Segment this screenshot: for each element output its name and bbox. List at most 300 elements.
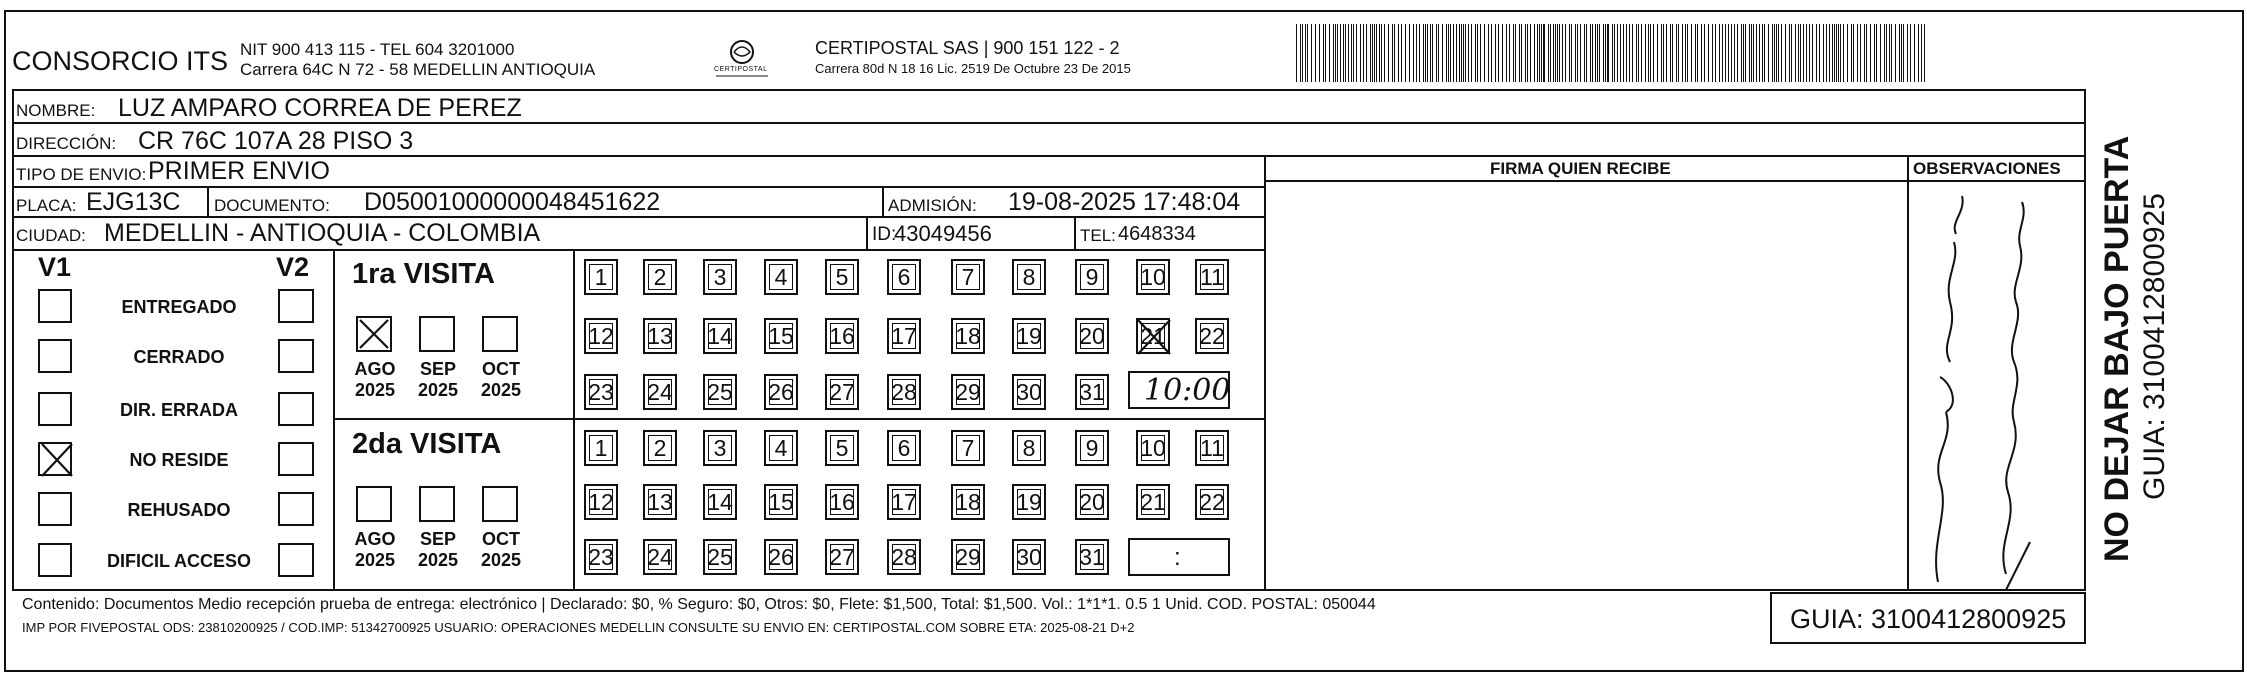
barcode-bar xyxy=(1617,24,1618,82)
logo-text: CERTIPOSTAL xyxy=(714,66,768,73)
barcode-bar xyxy=(1515,24,1516,82)
visit1-day-8[interactable]: 8 xyxy=(1012,259,1046,295)
visit2-day-9[interactable]: 9 xyxy=(1075,430,1109,466)
ciudad-value: MEDELLIN - ANTIOQUIA - COLOMBIA xyxy=(104,219,541,247)
barcode-bar xyxy=(1880,24,1881,82)
barcode-bar xyxy=(1340,24,1341,82)
visit1-day-16[interactable]: 16 xyxy=(825,318,859,354)
barcode-bar xyxy=(1539,24,1540,82)
barcode-bar xyxy=(1834,24,1835,82)
barcode-bar xyxy=(1325,24,1326,82)
barcode-bar xyxy=(1632,24,1633,82)
visit1-month-checkbox-2[interactable] xyxy=(482,316,518,352)
barcode-bar xyxy=(1442,24,1443,82)
barcode-bar xyxy=(1731,24,1732,82)
status-label-1: CERRADO xyxy=(133,347,225,367)
barcode-bar xyxy=(1806,24,1807,82)
visit1-day-6[interactable]: 6 xyxy=(887,259,921,295)
visit2-day-13[interactable]: 13 xyxy=(643,484,677,520)
barcode-bar xyxy=(1715,24,1716,82)
barcode-bar xyxy=(1557,24,1558,82)
barcode-bar xyxy=(1774,24,1775,82)
visit2-day-22[interactable]: 22 xyxy=(1195,484,1229,520)
barcode-bar xyxy=(1405,24,1406,82)
barcode xyxy=(1296,24,1928,82)
tel-label: TEL: xyxy=(1080,226,1116,245)
barcode-bar xyxy=(1670,24,1671,82)
barcode-bar xyxy=(1623,24,1624,82)
visit2-day-24[interactable]: 24 xyxy=(643,539,677,575)
barcode-bar xyxy=(1687,24,1688,82)
nit-line: NIT 900 413 115 - TEL 604 3201000 xyxy=(240,40,515,59)
visit2-month-checkbox-1[interactable] xyxy=(419,486,455,522)
barcode-bar xyxy=(1903,24,1904,82)
visit1-day-31[interactable]: 31 xyxy=(1075,374,1109,410)
visit1-day-7[interactable]: 7 xyxy=(951,259,985,295)
barcode-bar xyxy=(1436,24,1437,82)
barcode-bar xyxy=(1468,24,1469,82)
tipo-envio-value: PRIMER ENVIO xyxy=(148,157,330,185)
barcode-bar xyxy=(1910,24,1911,82)
barcode-bar xyxy=(1315,24,1316,82)
barcode-bar xyxy=(1506,24,1507,82)
barcode-bar xyxy=(1838,24,1839,82)
barcode-bar xyxy=(1759,24,1760,82)
barcode-bar xyxy=(1453,24,1454,82)
barcode-bar xyxy=(1419,24,1420,82)
barcode-bar xyxy=(1461,24,1462,82)
barcode-bar xyxy=(1704,24,1705,82)
barcode-bar xyxy=(1562,24,1563,82)
barcode-bar xyxy=(1803,24,1804,82)
barcode-bar xyxy=(1305,24,1306,82)
barcode-bar xyxy=(1577,24,1578,82)
visit2-day-12[interactable]: 12 xyxy=(584,484,618,520)
status-label-2: DIR. ERRADA xyxy=(119,400,238,420)
placa-label: PLACA: xyxy=(16,196,77,215)
barcode-bar xyxy=(1580,24,1581,82)
visit1-title: 1ra VISITA xyxy=(352,258,495,290)
barcode-bar xyxy=(1725,24,1726,82)
barcode-bar xyxy=(1638,24,1639,82)
visit2-day-10[interactable]: 10 xyxy=(1136,430,1170,466)
barcode-bar xyxy=(1840,24,1841,82)
visit1-day-2[interactable]: 2 xyxy=(643,259,677,295)
barcode-bar xyxy=(1519,24,1520,82)
documento-value: D05001000000048451622 xyxy=(364,188,661,216)
no-dejar-bajo-puerta: NO DEJAR BAJO PUERTA xyxy=(2098,135,2136,562)
barcode-bar xyxy=(1889,24,1890,82)
barcode-bar xyxy=(1370,24,1371,82)
visit1-month-name-1: SEP xyxy=(419,359,457,379)
barcode-bar xyxy=(1685,24,1686,82)
visit1-month-label-1 xyxy=(410,359,466,401)
barcode-bar xyxy=(1450,24,1451,82)
id-label: ID: xyxy=(872,224,897,245)
visit1-day-15[interactable]: 15 xyxy=(764,318,798,354)
visit2-day-6[interactable]: 6 xyxy=(887,430,921,466)
visit2-day-26[interactable]: 26 xyxy=(764,539,798,575)
barcode-bar xyxy=(1857,24,1858,82)
barcode-bar xyxy=(1781,24,1782,82)
visit2-time-box[interactable] xyxy=(1128,538,1230,576)
barcode-bar xyxy=(1884,24,1885,82)
visit2-day-19[interactable]: 19 xyxy=(1012,484,1046,520)
barcode-bar xyxy=(1749,24,1750,82)
visit1-month-checkbox-0[interactable] xyxy=(356,316,392,352)
v2-checkbox-5[interactable] xyxy=(278,543,314,577)
visit1-time-value: 10:00 xyxy=(1144,373,1231,408)
visit1-day-24[interactable]: 24 xyxy=(643,374,677,410)
barcode-bar xyxy=(1384,24,1385,82)
visit2-month-checkbox-0[interactable] xyxy=(356,486,392,522)
barcode-bar xyxy=(1603,24,1604,82)
barcode-bar xyxy=(1697,24,1698,82)
visit1-day-20[interactable]: 20 xyxy=(1075,318,1109,354)
check-x-icon xyxy=(356,316,392,357)
barcode-bar xyxy=(1737,24,1738,82)
barcode-bar xyxy=(1907,24,1908,82)
admision-label: ADMISIÓN: xyxy=(888,196,977,215)
barcode-bar xyxy=(1629,24,1630,82)
visit1-month-label-0 xyxy=(347,359,403,401)
certipostal-logo xyxy=(712,38,772,82)
visit1-day-10[interactable]: 10 xyxy=(1136,259,1170,295)
visit2-month-name-1: SEP xyxy=(419,529,457,549)
v2-checkbox-2[interactable] xyxy=(278,392,314,426)
visit2-day-2[interactable]: 2 xyxy=(643,430,677,466)
side-guia: GUIA: 3100412800925 xyxy=(2138,193,2171,500)
v1-checkbox-4[interactable] xyxy=(38,492,72,526)
visit2-day-14[interactable]: 14 xyxy=(703,484,737,520)
visit1-day-9[interactable]: 9 xyxy=(1075,259,1109,295)
barcode-bar xyxy=(1836,24,1837,82)
barcode-bar xyxy=(1416,24,1417,82)
barcode-bar xyxy=(1392,24,1393,82)
visit1-day-3[interactable]: 3 xyxy=(703,259,737,295)
barcode-bar xyxy=(1657,24,1658,82)
barcode-bar xyxy=(1914,24,1915,82)
barcode-bar xyxy=(1525,24,1526,82)
barcode-bar xyxy=(1701,24,1702,82)
barcode-bar xyxy=(1477,24,1478,82)
barcode-bar xyxy=(1548,24,1549,82)
visit1-day-19[interactable]: 19 xyxy=(1012,318,1046,354)
barcode-bar xyxy=(1682,24,1683,82)
v1-checkbox-0[interactable] xyxy=(38,289,72,323)
visit1-day-28[interactable]: 28 xyxy=(887,374,921,410)
visit1-month-name-2: OCT xyxy=(482,359,520,379)
barcode-bar xyxy=(1874,24,1875,82)
v2-label: V2 xyxy=(276,252,310,282)
barcode-bar xyxy=(1728,24,1729,82)
visit2-month-year-1: 2025 xyxy=(417,550,459,570)
barcode-bar xyxy=(1427,24,1428,82)
barcode-bar xyxy=(1343,24,1344,82)
barcode-bar xyxy=(1575,24,1576,82)
barcode-bar xyxy=(1360,24,1361,82)
visit1-day-14[interactable]: 14 xyxy=(703,318,737,354)
visit2-day-31[interactable]: 31 xyxy=(1075,539,1109,575)
barcode-bar xyxy=(1595,24,1596,82)
barcode-bar xyxy=(1809,24,1810,82)
documento-label: DOCUMENTO: xyxy=(214,196,330,215)
visit1-month-year-1: 2025 xyxy=(417,380,459,400)
barcode-bar xyxy=(1789,24,1790,82)
barcode-bar xyxy=(1691,24,1692,82)
barcode-bar xyxy=(1924,24,1925,82)
visit1-day-29[interactable]: 29 xyxy=(951,374,985,410)
barcode-bar xyxy=(1555,24,1556,82)
visit1-month-year-0: 2025 xyxy=(354,380,396,400)
barcode-bar xyxy=(1329,24,1330,82)
visit1-day-23[interactable]: 23 xyxy=(584,374,618,410)
v2-checkbox-4[interactable] xyxy=(278,492,314,526)
barcode-bar xyxy=(1653,24,1654,82)
tipo-envio-label: TIPO DE ENVIO: xyxy=(16,165,147,184)
tel-value: 4648334 xyxy=(1118,223,1196,245)
barcode-bar xyxy=(1432,24,1433,82)
visit2-day-5[interactable]: 5 xyxy=(825,430,859,466)
barcode-bar xyxy=(1543,24,1545,82)
barcode-bar xyxy=(1537,24,1538,82)
visit1-month-checkbox-1[interactable] xyxy=(419,316,455,352)
v2-checkbox-3[interactable] xyxy=(278,442,314,476)
barcode-bar xyxy=(1866,24,1867,82)
visit1-day-4[interactable]: 4 xyxy=(764,259,798,295)
barcode-bar xyxy=(1853,24,1854,82)
visit2-day-29[interactable]: 29 xyxy=(951,539,985,575)
visit2-day-28[interactable]: 28 xyxy=(887,539,921,575)
barcode-bar xyxy=(1502,24,1503,82)
barcode-bar xyxy=(1471,24,1472,82)
barcode-bar xyxy=(1307,24,1308,82)
barcode-bar xyxy=(1448,24,1449,82)
barcode-bar xyxy=(1666,24,1667,82)
visit2-day-18[interactable]: 18 xyxy=(951,484,985,520)
visit2-day-25[interactable]: 25 xyxy=(703,539,737,575)
barcode-bar xyxy=(1921,24,1922,82)
visit2-day-20[interactable]: 20 xyxy=(1075,484,1109,520)
nombre-label: NOMBRE: xyxy=(16,101,96,120)
visit2-day-11[interactable]: 11 xyxy=(1195,430,1229,466)
visit1-month-year-2: 2025 xyxy=(480,380,522,400)
visit2-month-label-1 xyxy=(410,529,466,571)
barcode-bar xyxy=(1463,24,1464,82)
visit2-day-21[interactable]: 21 xyxy=(1136,484,1170,520)
firma-quien-recibe-label: FIRMA QUIEN RECIBE xyxy=(1490,159,1671,178)
barcode-bar xyxy=(1768,24,1769,82)
barcode-bar xyxy=(1584,24,1585,82)
barcode-bar xyxy=(1521,24,1522,82)
barcode-bar xyxy=(1645,24,1646,82)
barcode-bar xyxy=(1785,24,1786,82)
visit1-day-21[interactable]: 21 xyxy=(1136,318,1170,354)
barcode-bar xyxy=(1480,24,1481,82)
v1-checkbox-5[interactable] xyxy=(38,543,72,577)
visit1-day-13[interactable]: 13 xyxy=(643,318,677,354)
barcode-bar xyxy=(1372,24,1373,82)
barcode-bar xyxy=(1553,24,1554,82)
placa-value: EJG13C xyxy=(86,188,181,216)
barcode-bar xyxy=(1876,24,1877,82)
barcode-bar xyxy=(1488,24,1489,82)
barcode-bar xyxy=(1527,24,1528,82)
barcode-bar xyxy=(1491,24,1492,82)
barcode-bar xyxy=(1398,24,1399,82)
barcode-bar xyxy=(1599,24,1600,82)
visit2-day-7[interactable]: 7 xyxy=(951,430,985,466)
barcode-bar xyxy=(1772,24,1773,82)
barcode-bar xyxy=(1351,24,1352,82)
barcode-bar xyxy=(1745,24,1746,82)
barcode-bar xyxy=(1345,24,1346,82)
visit2-day-1[interactable]: 1 xyxy=(584,430,618,466)
barcode-bar xyxy=(1864,24,1865,82)
barcode-bar xyxy=(1423,24,1424,82)
barcode-bar xyxy=(1379,24,1380,82)
barcode-bar xyxy=(1620,24,1621,82)
visit1-day-26[interactable]: 26 xyxy=(764,374,798,410)
visit2-day-23[interactable]: 23 xyxy=(584,539,618,575)
status-label-0: ENTREGADO xyxy=(121,297,237,317)
barcode-bar xyxy=(1323,24,1324,82)
barcode-bar xyxy=(1335,24,1336,82)
visit2-month-checkbox-2[interactable] xyxy=(482,486,518,522)
visit1-day-12[interactable]: 12 xyxy=(584,318,618,354)
v1-checkbox-1[interactable] xyxy=(38,339,72,373)
barcode-bar xyxy=(1753,24,1754,82)
carrier-name: CERTIPOSTAL SAS | 900 151 122 - 2 xyxy=(815,38,1120,58)
barcode-bar xyxy=(1495,24,1496,82)
barcode-bar xyxy=(1829,24,1830,82)
barcode-bar xyxy=(1550,24,1551,82)
visit1-month-label-2 xyxy=(473,359,529,401)
barcode-bar xyxy=(1348,24,1349,82)
barcode-bar xyxy=(1413,24,1414,82)
visit1-day-1[interactable]: 1 xyxy=(584,259,618,295)
barcode-bar xyxy=(1899,24,1900,82)
barcode-bar xyxy=(1394,24,1395,82)
barcode-bar xyxy=(1465,24,1466,82)
visit2-day-8[interactable]: 8 xyxy=(1012,430,1046,466)
signature-area[interactable] xyxy=(1266,182,1906,590)
barcode-bar xyxy=(1661,24,1662,82)
barcode-bar xyxy=(1296,24,1297,82)
barcode-bar xyxy=(1300,24,1301,82)
visit2-day-4[interactable]: 4 xyxy=(764,430,798,466)
footer-contenido: Contenido: Documentos Medio recepción prueba de entrega: electrónico | Declarado: $0, % Seguro: $0, Otros: $0, Flete: $1,500, Total: $1,500. Vol.: 1*1*1. 0.5 1 Unid. COD. POSTAL: 050044 xyxy=(22,596,1376,613)
visit2-month-label-2 xyxy=(473,529,529,571)
visit2-day-27[interactable]: 27 xyxy=(825,539,859,575)
barcode-bar xyxy=(1712,24,1713,82)
visit2-day-17[interactable]: 17 xyxy=(887,484,921,520)
barcode-bar xyxy=(1870,24,1871,82)
barcode-bar xyxy=(1918,24,1919,82)
barcode-bar xyxy=(1851,24,1852,82)
visit2-day-3[interactable]: 3 xyxy=(703,430,737,466)
visit1-day-25[interactable]: 25 xyxy=(703,374,737,410)
visit2-time-value: : xyxy=(1174,544,1181,571)
barcode-bar xyxy=(1311,24,1312,82)
visit2-month-label-0 xyxy=(347,529,403,571)
visit1-time-box[interactable] xyxy=(1128,371,1230,409)
barcode-bar xyxy=(1597,24,1598,82)
visit2-month-name-2: OCT xyxy=(482,529,520,549)
visit2-day-30[interactable]: 30 xyxy=(1012,539,1046,575)
barcode-bar xyxy=(1353,24,1354,82)
visit1-day-27[interactable]: 27 xyxy=(825,374,859,410)
barcode-bar xyxy=(1641,24,1642,82)
barcode-bar xyxy=(1734,24,1735,82)
barcode-bar xyxy=(1708,24,1709,82)
barcode-bar xyxy=(1374,24,1375,82)
visit1-day-5[interactable]: 5 xyxy=(825,259,859,295)
barcode-bar xyxy=(1636,24,1637,82)
visit1-day-11[interactable]: 11 xyxy=(1195,259,1229,295)
barcode-bar xyxy=(1764,24,1765,82)
v2-checkbox-1[interactable] xyxy=(278,339,314,373)
barcode-bar xyxy=(1778,24,1779,82)
barcode-bar xyxy=(1541,24,1542,82)
barcode-bar xyxy=(1475,24,1476,82)
barcode-bar xyxy=(1569,24,1570,82)
observaciones-label: OBSERVACIONES xyxy=(1913,159,2061,178)
v1-checkbox-3[interactable] xyxy=(38,442,72,476)
barcode-bar xyxy=(1663,24,1664,82)
barcode-bar xyxy=(1356,24,1357,82)
barcode-bar xyxy=(1843,24,1844,82)
barcode-bar xyxy=(1530,24,1531,82)
barcode-bar xyxy=(1751,24,1752,82)
visit2-title: 2da VISITA xyxy=(352,428,502,460)
footer-imp-line: IMP POR FIVEPOSTAL ODS: 23810200925 / COD.IMP: 51342700925 USUARIO: OPERACIONES MEDELLIN CONSULTE SU ENVIO EN: CERTIPOSTAL.COM SOBRE ETA: 2025-08-21 D+2 xyxy=(22,620,1135,635)
barcode-bar xyxy=(1614,24,1615,82)
barcode-bar xyxy=(1401,24,1402,82)
visit1-day-17[interactable]: 17 xyxy=(887,318,921,354)
barcode-bar xyxy=(1438,24,1439,82)
barcode-bar xyxy=(1798,24,1799,82)
v2-checkbox-0[interactable] xyxy=(278,289,314,323)
direccion-label: DIRECCIÓN: xyxy=(16,134,117,153)
barcode-bar xyxy=(1592,24,1593,82)
barcode-bar xyxy=(1678,24,1679,82)
barcode-bar xyxy=(1847,24,1848,82)
barcode-bar xyxy=(1509,24,1510,82)
barcode-bar xyxy=(1425,24,1426,82)
visit1-day-22[interactable]: 22 xyxy=(1195,318,1229,354)
visit1-day-30[interactable]: 30 xyxy=(1012,374,1046,410)
barcode-bar xyxy=(1791,24,1792,82)
barcode-bar xyxy=(1333,24,1334,82)
barcode-bar xyxy=(1571,24,1572,82)
visit2-day-16[interactable]: 16 xyxy=(825,484,859,520)
company-address: Carrera 64C N 72 - 58 MEDELLIN ANTIOQUIA xyxy=(240,60,596,79)
barcode-bar xyxy=(1823,24,1824,82)
visit1-day-18[interactable]: 18 xyxy=(951,318,985,354)
barcode-bar xyxy=(1559,24,1560,82)
day-check-x-icon xyxy=(1134,316,1174,364)
barcode-bar xyxy=(1626,24,1627,82)
visit2-day-15[interactable]: 15 xyxy=(764,484,798,520)
barcode-bar xyxy=(1459,24,1460,82)
barcode-bar xyxy=(1886,24,1887,82)
guia-box-text: GUIA: 3100412800925 xyxy=(1790,604,2067,634)
barcode-bar xyxy=(1590,24,1591,82)
status-label-5: DIFICIL ACCESO xyxy=(106,551,251,571)
v1-checkbox-2[interactable] xyxy=(38,392,72,426)
barcode-bar xyxy=(1337,24,1338,82)
